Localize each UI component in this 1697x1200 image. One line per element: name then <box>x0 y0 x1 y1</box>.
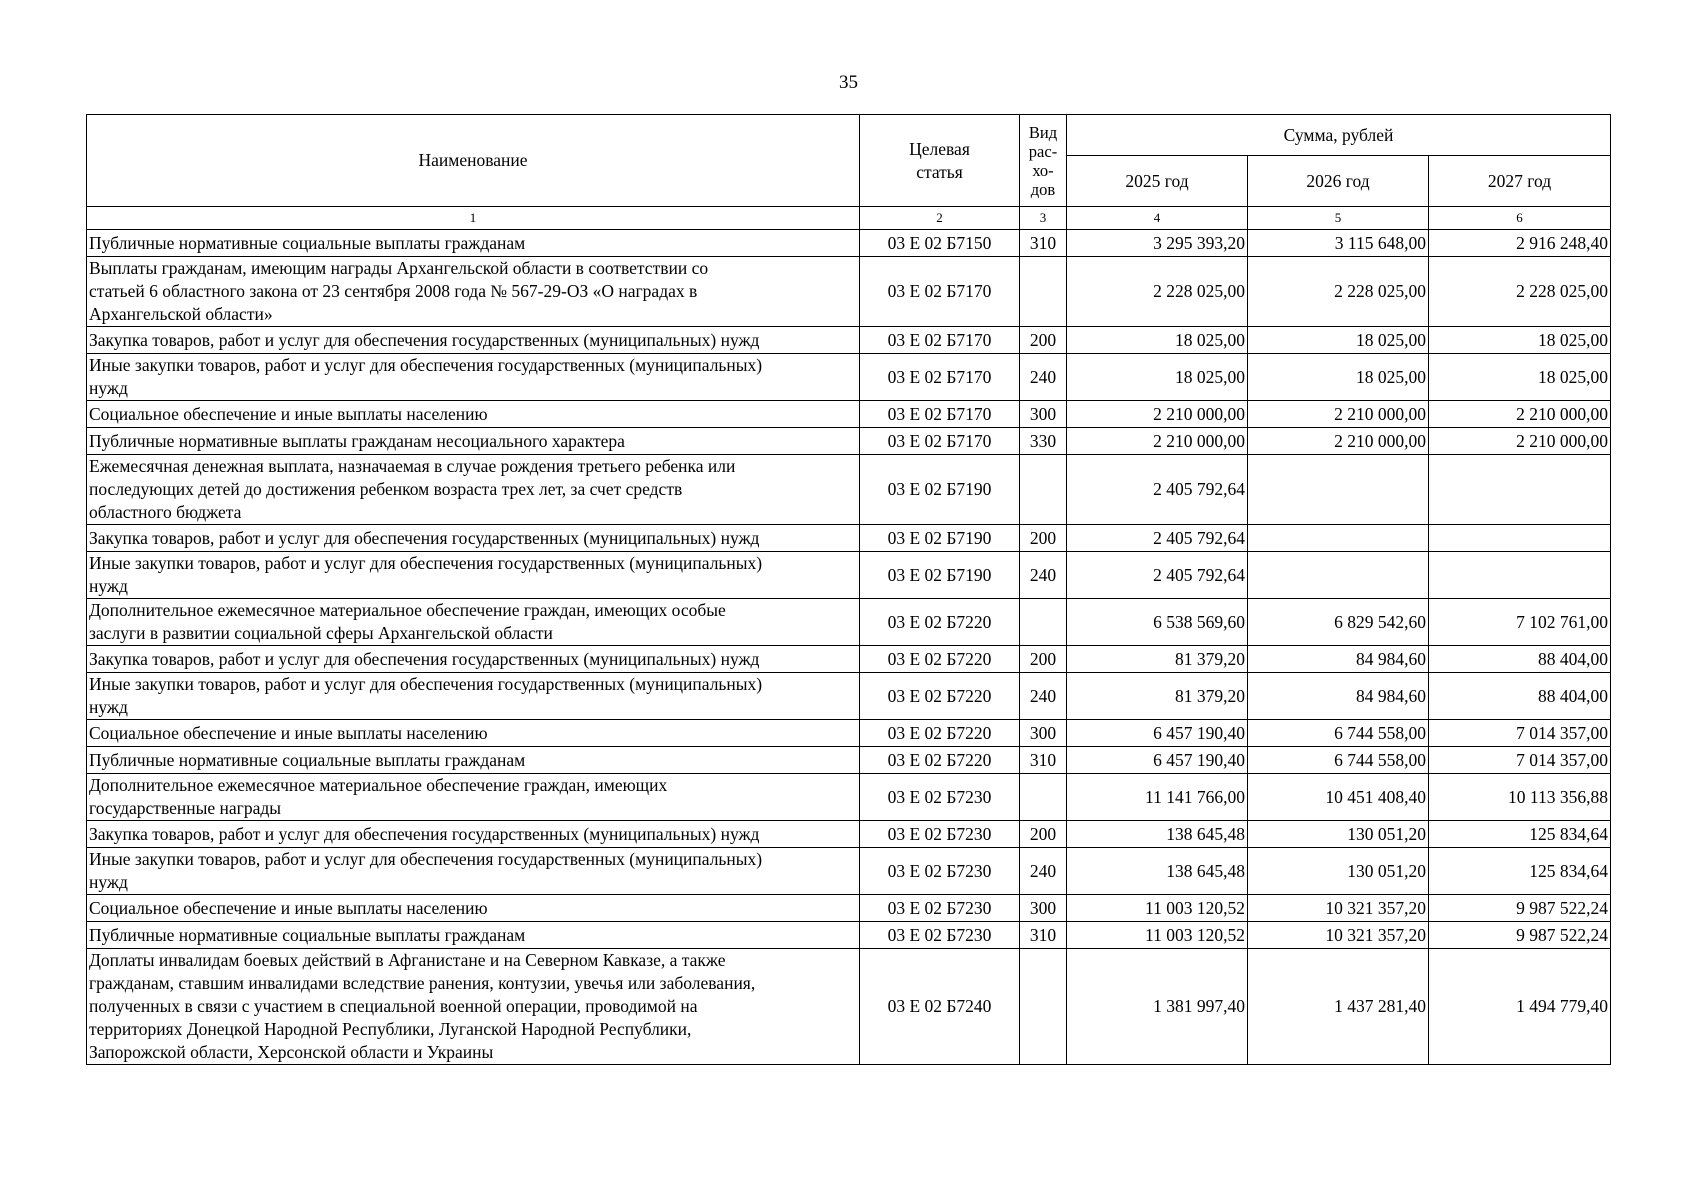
column-number: 1 <box>87 207 860 230</box>
expense-kind-cell: 240 <box>1020 354 1067 401</box>
column-number: 6 <box>1429 207 1611 230</box>
item-name-cell: Дополнительное ежемесячное материальное обеспечение граждан, имеющих государственные награды <box>87 774 860 821</box>
header-sum: Сумма, рублей <box>1067 115 1611 156</box>
table-row <box>87 257 1611 327</box>
amount-2026-cell: 6 829 542,60 <box>1248 599 1429 646</box>
amount-2027-cell <box>1429 455 1611 525</box>
amount-2027-cell: 10 113 356,88 <box>1429 774 1611 821</box>
amount-2027-cell: 7 014 357,00 <box>1429 747 1611 774</box>
column-number: 3 <box>1020 207 1067 230</box>
item-name-cell: Выплаты гражданам, имеющим награды Архангельской области в соответствии со статьей 6 областного закона от 23 сентября 2008 года № 567-29-ОЗ «О наградах в Архангельской области» <box>87 257 860 327</box>
expense-kind-cell: 200 <box>1020 821 1067 848</box>
amount-2026-cell: 130 051,20 <box>1248 848 1429 895</box>
expense-kind-cell: 300 <box>1020 720 1067 747</box>
expense-kind-cell <box>1020 257 1067 327</box>
amount-2027-cell: 9 987 522,24 <box>1429 895 1611 922</box>
amount-2027-cell: 88 404,00 <box>1429 673 1611 720</box>
amount-2027-cell: 18 025,00 <box>1429 354 1611 401</box>
amount-2026-cell: 2 210 000,00 <box>1248 428 1429 455</box>
column-number: 5 <box>1248 207 1429 230</box>
item-name-cell: Иные закупки товаров, работ и услуг для обеспечения государственных (муниципальных) нужд <box>87 673 860 720</box>
amount-2025-cell: 81 379,20 <box>1067 673 1248 720</box>
target-article-cell: 03 Е 02 Б7170 <box>860 354 1020 401</box>
expense-kind-cell: 200 <box>1020 327 1067 354</box>
target-article-cell: 03 Е 02 Б7220 <box>860 747 1020 774</box>
table-row <box>87 673 1611 720</box>
expense-kind-cell: 240 <box>1020 673 1067 720</box>
expense-kind-cell: 200 <box>1020 646 1067 673</box>
target-article-cell: 03 Е 02 Б7230 <box>860 774 1020 821</box>
amount-2027-cell: 2 210 000,00 <box>1429 428 1611 455</box>
amount-2027-cell: 18 025,00 <box>1429 327 1611 354</box>
table-row <box>87 455 1611 525</box>
page-number: 35 <box>839 72 858 93</box>
amount-2025-cell: 2 405 792,64 <box>1067 455 1248 525</box>
target-article-cell: 03 Е 02 Б7220 <box>860 720 1020 747</box>
expense-kind-cell: 330 <box>1020 428 1067 455</box>
amount-2027-cell: 2 228 025,00 <box>1429 257 1611 327</box>
expense-kind-cell: 310 <box>1020 747 1067 774</box>
header-name: Наименование <box>87 115 860 207</box>
item-name-cell: Социальное обеспечение и иные выплаты населению <box>87 720 860 747</box>
target-article-cell: 03 Е 02 Б7170 <box>860 327 1020 354</box>
item-name-cell: Иные закупки товаров, работ и услуг для обеспечения государственных (муниципальных) нужд <box>87 848 860 895</box>
expense-kind-cell: 240 <box>1020 552 1067 599</box>
column-number: 4 <box>1067 207 1248 230</box>
item-name-cell: Публичные нормативные выплаты гражданам несоциального характера <box>87 428 860 455</box>
amount-2025-cell: 81 379,20 <box>1067 646 1248 673</box>
amount-2026-cell: 10 321 357,20 <box>1248 922 1429 949</box>
table-row <box>87 599 1611 646</box>
table-row <box>87 428 1611 455</box>
amount-2027-cell: 125 834,64 <box>1429 848 1611 895</box>
amount-2025-cell: 2 405 792,64 <box>1067 552 1248 599</box>
amount-2025-cell: 6 457 190,40 <box>1067 720 1248 747</box>
item-name-cell: Социальное обеспечение и иные выплаты населению <box>87 895 860 922</box>
amount-2026-cell: 6 744 558,00 <box>1248 720 1429 747</box>
amount-2026-cell: 2 210 000,00 <box>1248 401 1429 428</box>
amount-2026-cell: 84 984,60 <box>1248 646 1429 673</box>
expense-kind-cell: 240 <box>1020 848 1067 895</box>
amount-2027-cell: 88 404,00 <box>1429 646 1611 673</box>
amount-2026-cell: 1 437 281,40 <box>1248 949 1429 1065</box>
expense-kind-cell: 310 <box>1020 922 1067 949</box>
amount-2025-cell: 138 645,48 <box>1067 848 1248 895</box>
target-article-cell: 03 Е 02 Б7230 <box>860 895 1020 922</box>
item-name-cell: Дополнительное ежемесячное материальное обеспечение граждан, имеющих особые заслуги в развитии социальной сферы Архангельской области <box>87 599 860 646</box>
amount-2026-cell: 84 984,60 <box>1248 673 1429 720</box>
target-article-cell: 03 Е 02 Б7240 <box>860 949 1020 1065</box>
header-target-article: Целевая статья <box>860 115 1020 207</box>
item-name-cell: Иные закупки товаров, работ и услуг для обеспечения государственных (муниципальных) нужд <box>87 354 860 401</box>
amount-2025-cell: 11 003 120,52 <box>1067 895 1248 922</box>
amount-2026-cell: 10 451 408,40 <box>1248 774 1429 821</box>
expense-kind-cell: 300 <box>1020 895 1067 922</box>
amount-2027-cell: 9 987 522,24 <box>1429 922 1611 949</box>
amount-2026-cell: 130 051,20 <box>1248 821 1429 848</box>
target-article-cell: 03 Е 02 Б7230 <box>860 848 1020 895</box>
table-row <box>87 747 1611 774</box>
target-article-cell: 03 Е 02 Б7220 <box>860 599 1020 646</box>
amount-2026-cell <box>1248 552 1429 599</box>
budget-table <box>86 114 1611 1065</box>
expense-kind-cell <box>1020 949 1067 1065</box>
expense-kind-cell <box>1020 774 1067 821</box>
expense-kind-cell: 300 <box>1020 401 1067 428</box>
amount-2027-cell <box>1429 552 1611 599</box>
item-name-cell: Публичные нормативные социальные выплаты гражданам <box>87 230 860 257</box>
column-numbers-row <box>87 207 1611 230</box>
amount-2026-cell <box>1248 525 1429 552</box>
expense-kind-cell <box>1020 455 1067 525</box>
amount-2027-cell: 7 102 761,00 <box>1429 599 1611 646</box>
header-year-2026: 2026 год <box>1248 156 1429 207</box>
column-number: 2 <box>860 207 1020 230</box>
item-name-cell: Социальное обеспечение и иные выплаты населению <box>87 401 860 428</box>
amount-2025-cell: 138 645,48 <box>1067 821 1248 848</box>
amount-2027-cell: 1 494 779,40 <box>1429 949 1611 1065</box>
amount-2025-cell: 2 228 025,00 <box>1067 257 1248 327</box>
expense-kind-cell: 200 <box>1020 525 1067 552</box>
amount-2027-cell: 2 916 248,40 <box>1429 230 1611 257</box>
amount-2026-cell: 18 025,00 <box>1248 327 1429 354</box>
target-article-cell: 03 Е 02 Б7220 <box>860 673 1020 720</box>
table-row <box>87 646 1611 673</box>
table-row <box>87 401 1611 428</box>
item-name-cell: Закупка товаров, работ и услуг для обеспечения государственных (муниципальных) нужд <box>87 525 860 552</box>
item-name-cell: Закупка товаров, работ и услуг для обеспечения государственных (муниципальных) нужд <box>87 646 860 673</box>
table-body <box>87 230 1611 1065</box>
table-row <box>87 821 1611 848</box>
table-row <box>87 949 1611 1065</box>
item-name-cell: Ежемесячная денежная выплата, назначаемая в случае рождения третьего ребенка или последующих детей до достижения ребенком возраста трех лет, за счет средств областного бюджета <box>87 455 860 525</box>
table-row <box>87 848 1611 895</box>
amount-2027-cell: 2 210 000,00 <box>1429 401 1611 428</box>
table-row <box>87 922 1611 949</box>
item-name-cell: Публичные нормативные социальные выплаты гражданам <box>87 747 860 774</box>
target-article-cell: 03 Е 02 Б7230 <box>860 922 1020 949</box>
amount-2026-cell: 10 321 357,20 <box>1248 895 1429 922</box>
amount-2025-cell: 6 538 569,60 <box>1067 599 1248 646</box>
target-article-cell: 03 Е 02 Б7170 <box>860 257 1020 327</box>
amount-2025-cell: 2 210 000,00 <box>1067 401 1248 428</box>
table-row <box>87 525 1611 552</box>
amount-2026-cell: 6 744 558,00 <box>1248 747 1429 774</box>
amount-2027-cell: 125 834,64 <box>1429 821 1611 848</box>
amount-2026-cell: 18 025,00 <box>1248 354 1429 401</box>
table-row <box>87 230 1611 257</box>
amount-2026-cell: 2 228 025,00 <box>1248 257 1429 327</box>
table-row <box>87 327 1611 354</box>
amount-2027-cell: 7 014 357,00 <box>1429 720 1611 747</box>
amount-2025-cell: 3 295 393,20 <box>1067 230 1248 257</box>
expense-kind-cell: 310 <box>1020 230 1067 257</box>
header-year-2027: 2027 год <box>1429 156 1611 207</box>
item-name-cell: Закупка товаров, работ и услуг для обеспечения государственных (муниципальных) нужд <box>87 327 860 354</box>
item-name-cell: Закупка товаров, работ и услуг для обеспечения государственных (муниципальных) нужд <box>87 821 860 848</box>
target-article-cell: 03 Е 02 Б7220 <box>860 646 1020 673</box>
table-row <box>87 720 1611 747</box>
target-article-cell: 03 Е 02 Б7190 <box>860 525 1020 552</box>
amount-2025-cell: 1 381 997,40 <box>1067 949 1248 1065</box>
expense-kind-cell <box>1020 599 1067 646</box>
table-row <box>87 895 1611 922</box>
target-article-cell: 03 Е 02 Б7150 <box>860 230 1020 257</box>
target-article-cell: 03 Е 02 Б7190 <box>860 455 1020 525</box>
amount-2025-cell: 6 457 190,40 <box>1067 747 1248 774</box>
amount-2025-cell: 11 003 120,52 <box>1067 922 1248 949</box>
amount-2025-cell: 11 141 766,00 <box>1067 774 1248 821</box>
header-expense-kind: Вид рас- хо- дов <box>1020 115 1067 207</box>
table-row <box>87 354 1611 401</box>
target-article-cell: 03 Е 02 Б7170 <box>860 401 1020 428</box>
amount-2027-cell <box>1429 525 1611 552</box>
item-name-cell: Доплаты инвалидам боевых действий в Афганистане и на Северном Кавказе, а также гражданам, ставшим инвалидами вследствие ранения, контузии, увечья или заболевания, полученных в связи с участием в специальной военной операции, проводимой на территориях Донецкой Народной Республики, Луганской Народной Республики, Запорожской области, Херсонской области и Украины <box>87 949 860 1065</box>
target-article-cell: 03 Е 02 Б7170 <box>860 428 1020 455</box>
header-year-2025: 2025 год <box>1067 156 1248 207</box>
table-row <box>87 774 1611 821</box>
item-name-cell: Иные закупки товаров, работ и услуг для обеспечения государственных (муниципальных) нужд <box>87 552 860 599</box>
table-row <box>87 552 1611 599</box>
amount-2025-cell: 2 405 792,64 <box>1067 525 1248 552</box>
amount-2025-cell: 18 025,00 <box>1067 354 1248 401</box>
target-article-cell: 03 Е 02 Б7230 <box>860 821 1020 848</box>
amount-2026-cell <box>1248 455 1429 525</box>
target-article-cell: 03 Е 02 Б7190 <box>860 552 1020 599</box>
amount-2025-cell: 2 210 000,00 <box>1067 428 1248 455</box>
item-name-cell: Публичные нормативные социальные выплаты гражданам <box>87 922 860 949</box>
amount-2025-cell: 18 025,00 <box>1067 327 1248 354</box>
amount-2026-cell: 3 115 648,00 <box>1248 230 1429 257</box>
